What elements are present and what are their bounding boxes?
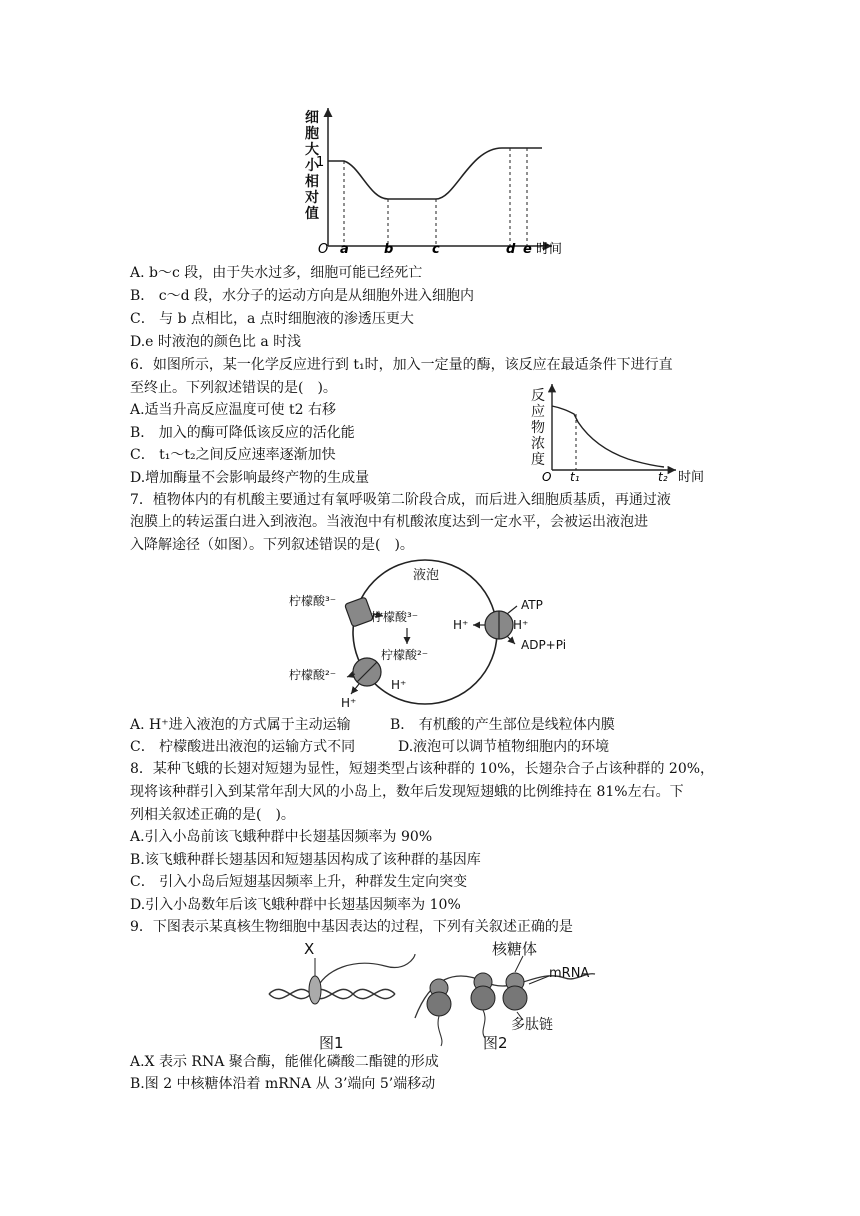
reactant-concentration-figure [528, 380, 714, 484]
polypeptide-chain [438, 1010, 485, 1046]
q5-option-d: D.e 时液泡的颜色比 a 时浅 [130, 334, 302, 350]
arrow-h-out [351, 684, 359, 694]
q8-stem-3: 列相关叙述正确的是( )。 [130, 807, 295, 823]
q6-stem-2: 至终止。下列叙述错误的是( )。 [130, 380, 337, 396]
origin-label: O [542, 470, 552, 484]
x-tick-e: e [523, 242, 532, 257]
citrate2-outside-label: 柠檬酸²⁻ [289, 668, 337, 682]
t2-label: t₂ [658, 470, 668, 484]
origin-label: O [318, 242, 329, 257]
x-tick-a: a [340, 242, 349, 257]
x-axis-label: 时间 [536, 242, 563, 257]
ribosome-2 [471, 973, 495, 1010]
citrate3-outside-label: 柠檬酸³⁻ [289, 594, 337, 608]
y-tick-1: 1 [316, 155, 325, 170]
q7-option-a: A. H⁺进入液泡的方式属于主动运输 [130, 717, 351, 733]
vacuole-transport-figure [285, 552, 585, 712]
q7-stem-1: 7．植物体内的有机酸主要通过有氧呼吸第二阶段合成，而后进入细胞质基质，再通过液 [130, 492, 671, 508]
citrate3-inside-label: 柠檬酸³⁻ [371, 610, 419, 624]
q6-option-c: C． t₁～t₂之间反应速率逐渐加快 [130, 447, 336, 463]
gene-expression-diagram [265, 938, 610, 1050]
h-inner-label: H⁺ [391, 678, 407, 692]
ribosome-1 [427, 979, 451, 1016]
fig1-label: 图1 [319, 1034, 344, 1052]
q5-option-b: B． c～d 段，水分子的运动方向是从细胞外进入细胞内 [130, 288, 474, 304]
citrate2-inside-label: 柠檬酸²⁻ [381, 648, 429, 662]
q9-stem: 9．下图表示某真核生物细胞中基因表达的过程，下列有关叙述正确的是 [130, 919, 573, 935]
dna-strand-2 [269, 989, 395, 998]
x-tick-b: b [384, 242, 394, 257]
q8-option-b: B.该飞蛾种群长翅基因和短翅基因构成了该种群的基因库 [130, 852, 481, 868]
q7-option-d: D.液泡可以调节植物细胞内的环境 [398, 739, 610, 755]
x-tick-c: c [432, 242, 440, 257]
h-right-label: H⁺ [513, 618, 529, 632]
ribosome-label: 核糖体 [492, 940, 538, 958]
ribosome-3 [503, 973, 527, 1010]
q9-option-b: B.图 2 中核糖体沿着 mRNA 从 3’端向 5’端移动 [130, 1076, 436, 1092]
cell-size-figure [290, 100, 590, 260]
y-axis-label: 反应物浓度 [531, 388, 545, 468]
x-enzyme [309, 976, 321, 1004]
arrow-atp [507, 606, 517, 614]
q8-option-a: A.引入小岛前该飞蛾种群中长翅基因频率为 90% [130, 829, 433, 845]
q5-option-c: C． 与 b 点相比，a 点时细胞液的渗透压更大 [130, 311, 414, 327]
polypeptide-label: 多肽链 [511, 1017, 553, 1033]
cell-size-chart [290, 100, 590, 260]
q7-stem-2: 泡膜上的转运蛋白进入到液泡。当液泡中有机酸浓度达到一定水平，会被运出液泡进 [130, 514, 648, 530]
x-label: X [304, 940, 315, 958]
q7-option-b: B． 有机酸的产生部位是线粒体内膜 [390, 717, 615, 733]
q7-stem-3: 入降解途径（如图）。下列叙述错误的是( )。 [130, 537, 414, 553]
q8-option-d: D.引入小岛数年后该飞蛾种群中长翅基因频率为 10% [130, 897, 461, 913]
x-tick-d: d [506, 242, 516, 257]
rna-strand [315, 954, 415, 992]
arrow-adp [507, 636, 515, 644]
q6-stem-1: 6．如图所示，某一化学反应进行到 t₁时，加入一定量的酶，该反应在最适条件下进行直 [130, 357, 673, 373]
q5-option-a: A. b～c 段，由于失水过多，细胞可能已经死亡 [130, 265, 423, 281]
fig2-label: 图2 [483, 1034, 508, 1052]
q7-option-c: C． 柠檬酸进出液泡的运输方式不同 [130, 739, 356, 755]
q8-stem-2: 现将该种群引入到某常年刮大风的小岛上，数年后发现短翅蛾的比例维持在 81%左右。下 [130, 784, 684, 800]
concentration-curve [552, 406, 664, 467]
mrna-label: mRNA [549, 966, 590, 981]
h-bottom-label: H⁺ [341, 696, 357, 710]
q6-option-a: A.适当升高反应温度可使 t2 右移 [130, 402, 336, 418]
atp-label: ATP [521, 598, 543, 612]
t1-label: t₁ [570, 470, 580, 484]
q6-option-d: D.增加酶量不会影响最终产物的生成量 [130, 470, 370, 486]
q8-stem-1: 8．某种飞蛾的长翅对短翅为显性，短翅类型占该种群的 10%，长翅杂合子占该种群的 20%， [130, 761, 715, 777]
x-axis-label: 时间 [678, 470, 705, 484]
q6-option-b: B． 加入的酶可降低该反应的活化能 [130, 425, 355, 441]
h-left-label: H⁺ [453, 618, 469, 632]
q8-option-c: C． 引入小岛后短翅基因频率上升，种群发生定向突变 [130, 874, 468, 890]
adp-label: ADP+Pi [521, 638, 567, 652]
y-axis-label: 细胞大小相对值 [305, 110, 319, 222]
reactant-concentration-chart [528, 380, 714, 484]
vacuole-label: 液泡 [413, 568, 440, 583]
q9-option-a: A.X 表示 RNA 聚合酶，能催化磷酸二酯键的形成 [130, 1054, 439, 1070]
citrate-transporter-in [345, 597, 374, 627]
gene-expression-figure [265, 938, 610, 1050]
